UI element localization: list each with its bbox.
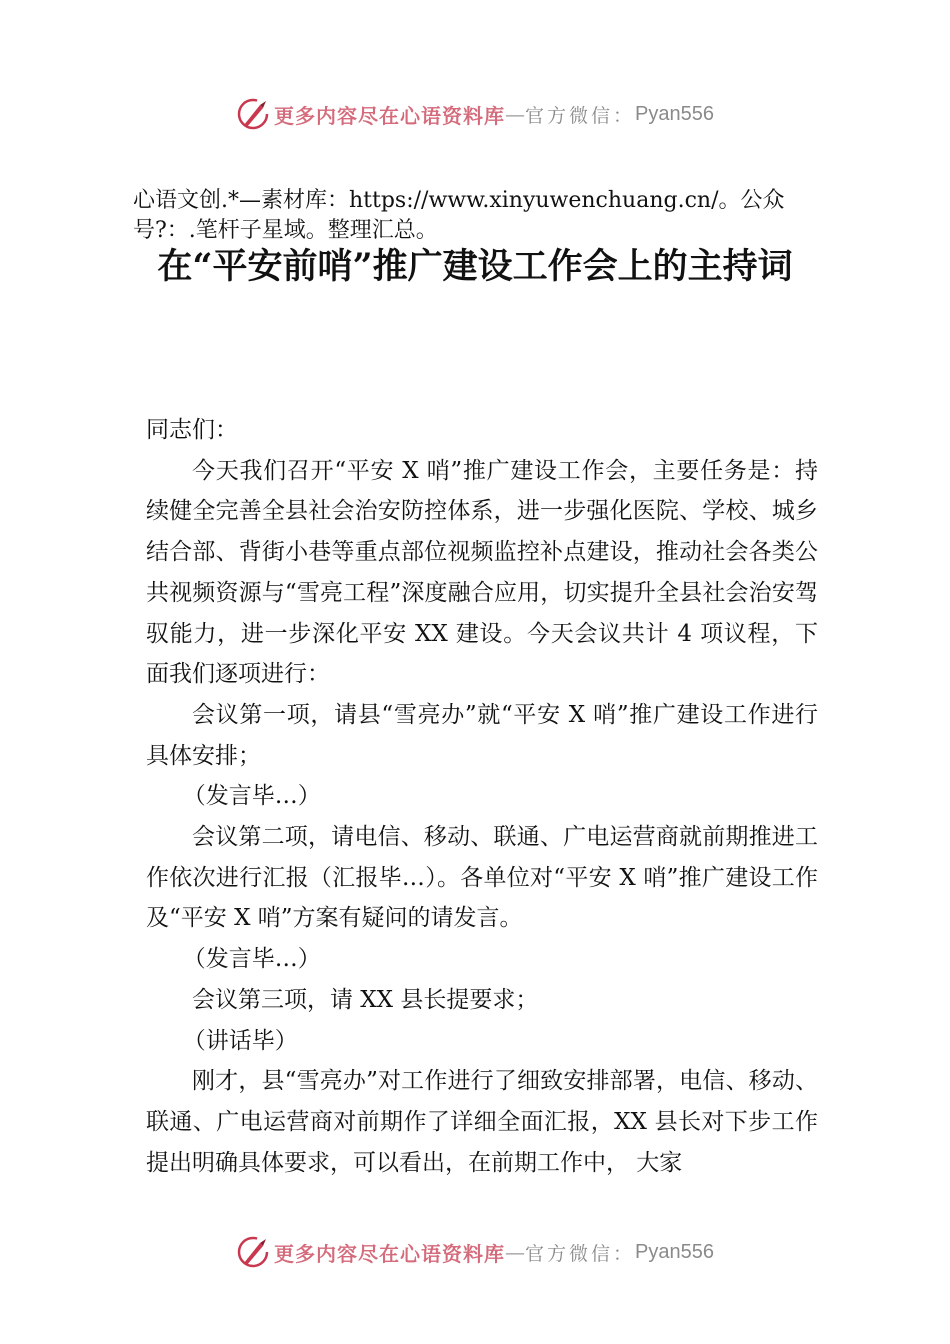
source-note: 心语文创.*—素材库：https://www.xinyuwenchuang.cn/。公众号?：.笔杆子星域。整理汇总。 [133,188,785,243]
banner-label: 官方微信： [525,1242,636,1265]
header-banner [0,94,950,134]
body-paragraph: 同志们： [146,417,238,443]
body-paragraph: 刚才，县“雪亮办”对工作进行了细致安排部署，电信、移动、联通、广电运营商对前期作了详细全面汇报，XX 县长对下步工作提出明确具体要求，可以看出，在前期工作中， 大家 [146,1068,818,1176]
body-paragraph: 今天我们召开“平安 X 哨”推广建设工作会，主要任务是：持续健全完善全县社会治安防控体系，进一步强化医院、学校、城乡结合部、背街小巷等重点部位视频监控补点建设，推动社会各类公共视频资源与“雪亮工程”深度融合应用，切实提升全县社会治安驾驭能力，进一步深化平安 XX 建设。今天会议共计 4 项议程，下面我们逐项进行： [146,457,818,688]
document-body [146,410,818,1183]
quill-pen-logo-icon [236,97,270,131]
body-paragraph: 会议第一项，请县“雪亮办”就“平安 X 哨”推广建设工作进行具体安排； [146,701,818,769]
banner-main-text: 更多内容尽在心语资料库 [274,103,505,128]
banner-wechat-id: Pyan556 [635,102,714,125]
body-paragraph: 会议第二项，请电信、移动、联通、广电运营商就前期推进工作依次进行汇报（汇报毕…）。各单位对“平安 X 哨”推广建设工作及“平安 X 哨”方案有疑问的请发言。 [146,824,818,932]
document-title: 在“平安前哨”推广建设工作会上的主持词 [157,246,793,287]
banner-wechat-id: Pyan556 [635,1240,714,1263]
body-paragraph: （发言毕…） [182,783,321,810]
quill-pen-logo-icon [236,1235,270,1269]
banner-separator: — [505,102,525,126]
banner-main-text: 更多内容尽在心语资料库 [274,1241,505,1266]
body-paragraph: 会议第三项，请 XX 县长提要求； [192,986,539,1013]
banner-separator: — [505,1240,525,1264]
body-paragraph: （讲话毕） [182,1027,298,1054]
body-paragraph: （发言毕…） [182,946,321,973]
banner-label: 官方微信： [525,104,636,127]
footer-banner [0,1232,950,1272]
